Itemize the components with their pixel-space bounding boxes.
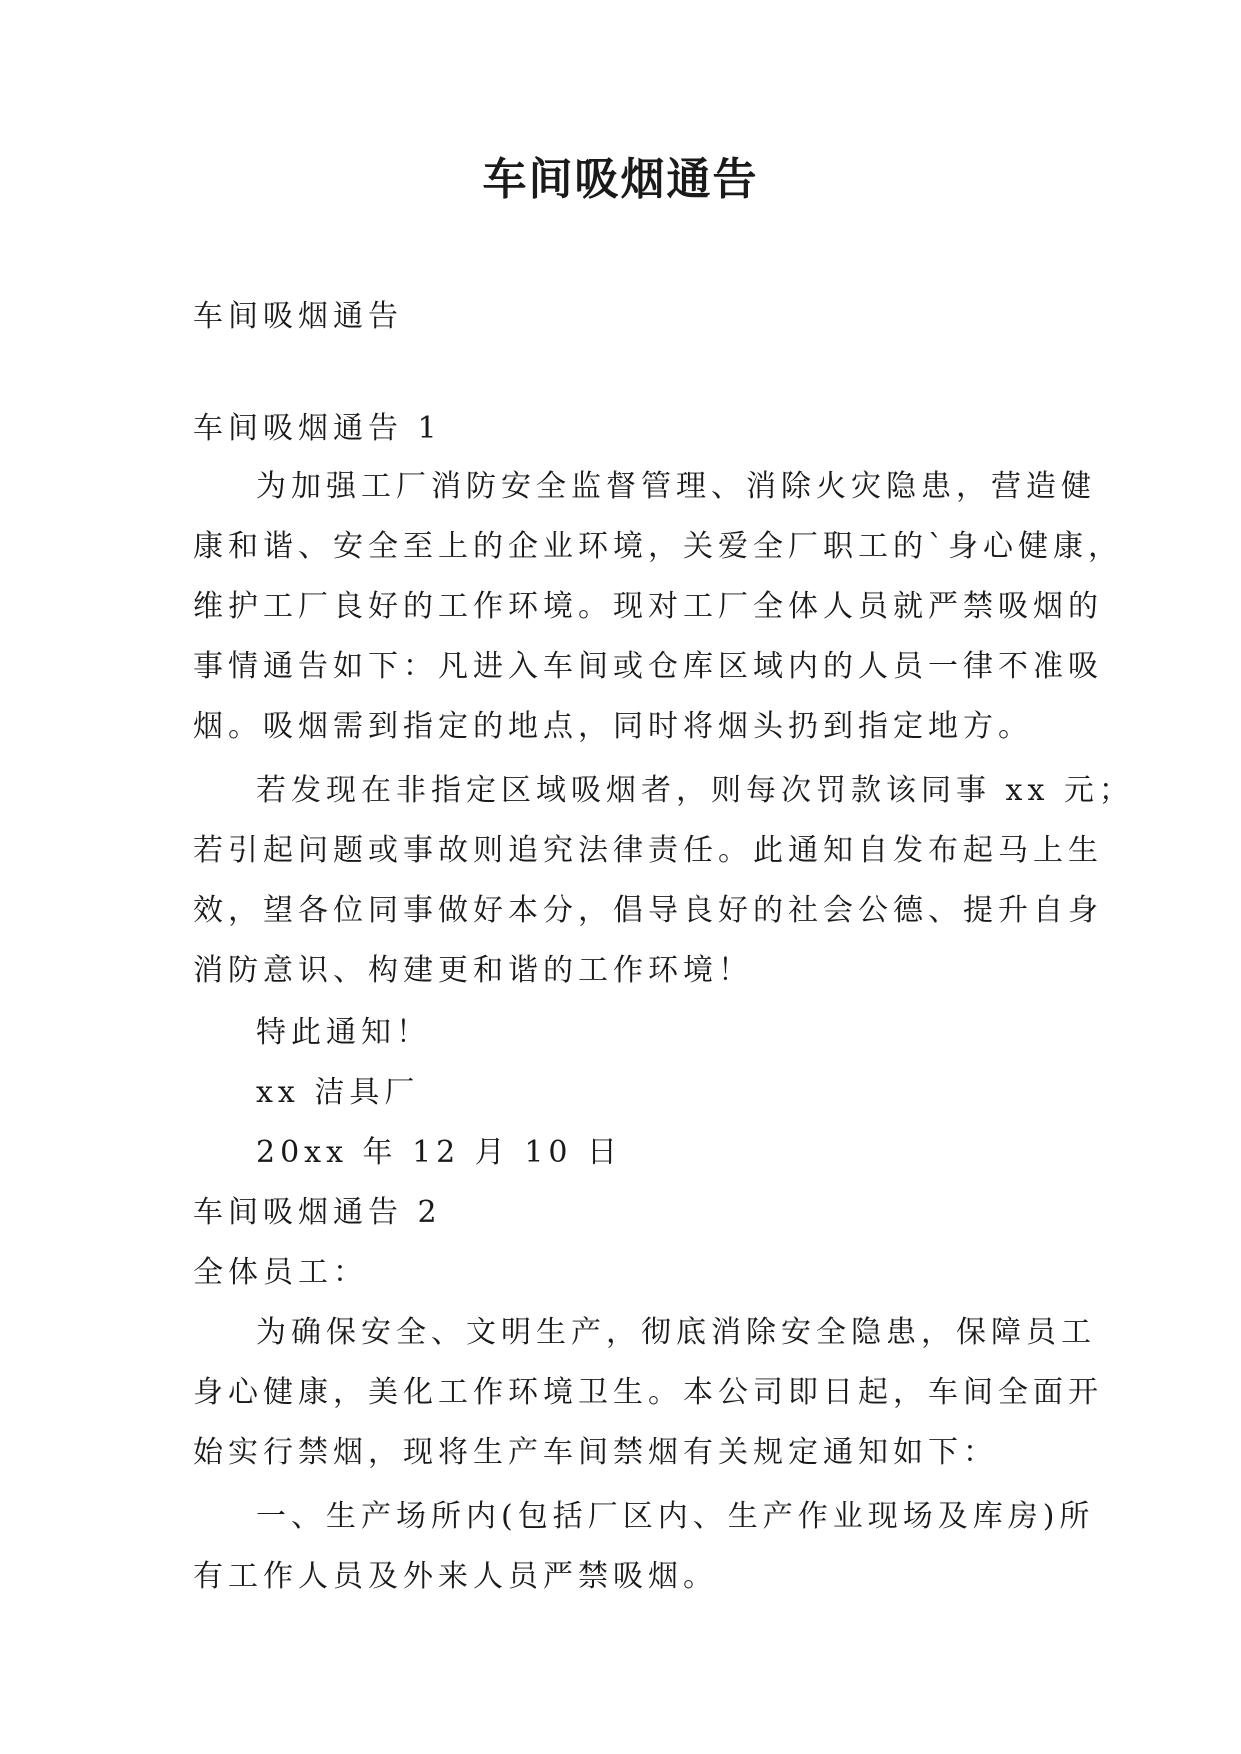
signature-company: xx 洁具厂 (256, 1075, 420, 1110)
document-title: 车间吸烟通告 (482, 154, 759, 205)
paragraph-line: 烟。吸烟需到指定的地点，同时将烟头扔到指定地方。 (193, 709, 1033, 744)
signature-date: 20xx 年 12 月 10 日 (256, 1135, 623, 1170)
paragraph-line: 身心健康，美化工作环境卫生。本公司即日起，车间全面开 (193, 1375, 1103, 1410)
paragraph-line: 康和谐、安全至上的企业环境，关爱全厂职工的`身心健康， (193, 529, 1123, 564)
section-heading-1: 车间吸烟通告 1 (193, 411, 442, 446)
notice-closing: 特此通知！ (256, 1015, 431, 1050)
salutation: 全体员工： (193, 1255, 368, 1290)
paragraph-line: 若引起问题或事故则追究法律责任。此通知自发布起马上生 (193, 833, 1103, 868)
paragraph-line: 一、生产场所内(包括厂区内、生产作业现场及库房)所 (256, 1499, 1095, 1534)
paragraph-line: 效，望各位同事做好本分，倡导良好的社会公德、提升自身 (193, 893, 1103, 928)
paragraph-line: 为确保安全、文明生产，彻底消除安全隐患，保障员工 (256, 1315, 1096, 1350)
paragraph-line: 消防意识、构建更和谐的工作环境！ (193, 953, 753, 988)
section-heading-2: 车间吸烟通告 2 (193, 1195, 442, 1230)
paragraph-line: 有工作人员及外来人员严禁吸烟。 (193, 1559, 718, 1594)
subtitle-line: 车间吸烟通告 (193, 299, 403, 334)
paragraph-line: 维护工厂良好的工作环境。现对工厂全体人员就严禁吸烟的 (193, 589, 1103, 624)
paragraph-line: 为加强工厂消防安全监督管理、消除火灾隐患，营造健 (256, 469, 1096, 504)
paragraph-line: 若发现在非指定区域吸烟者，则每次罚款该同事 xx 元； (256, 773, 1134, 808)
paragraph-line: 事情通告如下：凡进入车间或仓库区域内的人员一律不准吸 (193, 649, 1103, 684)
paragraph-line: 始实行禁烟，现将生产车间禁烟有关规定通知如下： (193, 1435, 998, 1470)
